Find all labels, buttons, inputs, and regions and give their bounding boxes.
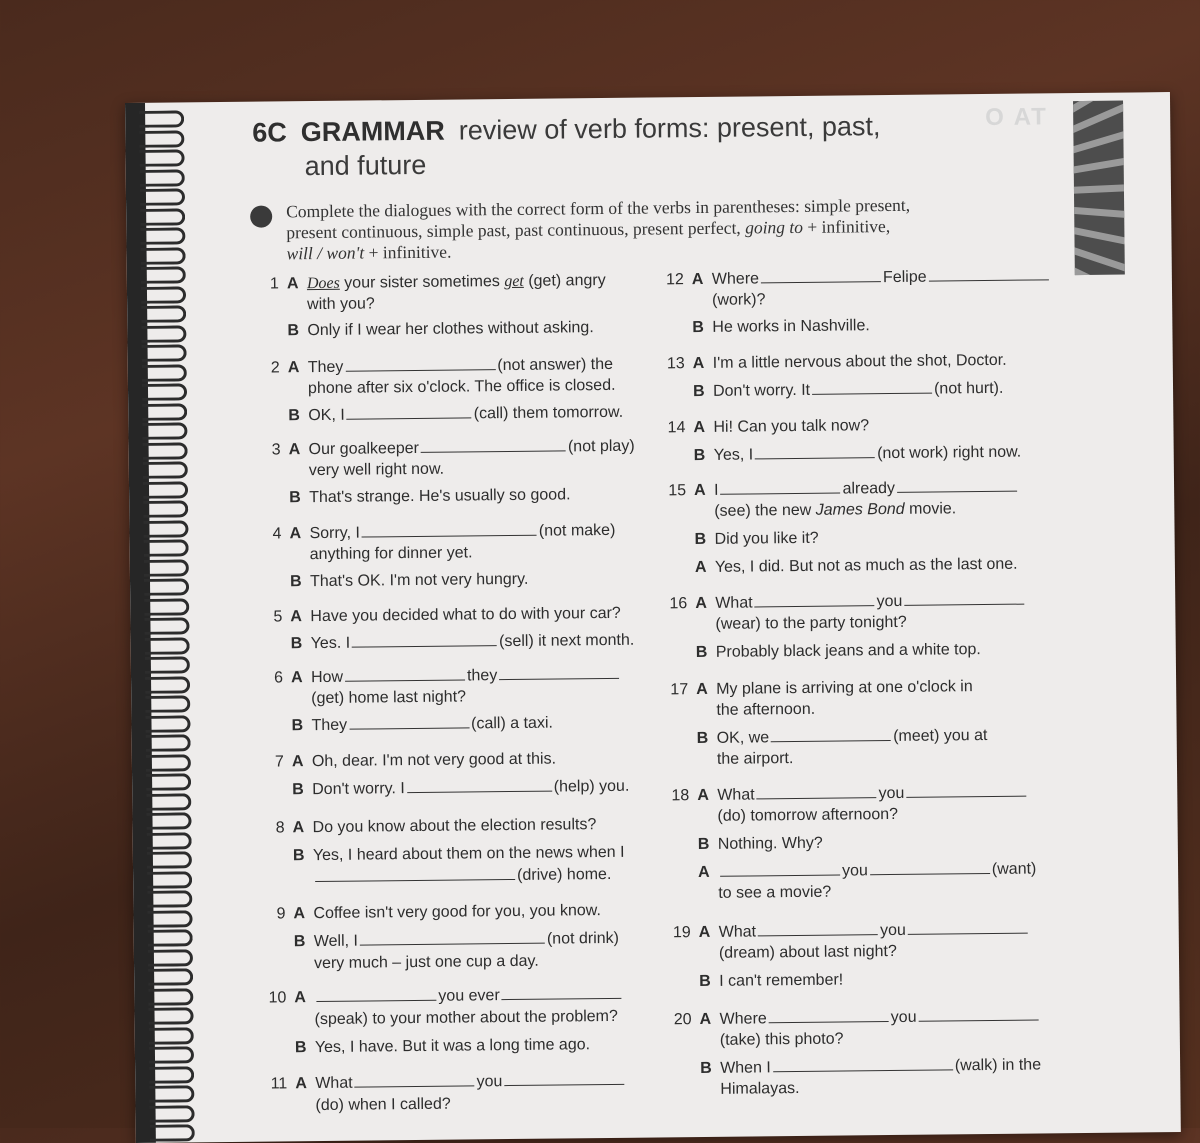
answer-blank[interactable] — [407, 777, 552, 794]
spiral-ring — [140, 188, 185, 205]
title-line-1: review of verb forms: present, past, — [458, 111, 881, 146]
spiral-ring — [143, 442, 188, 459]
answer-blank[interactable] — [349, 713, 469, 729]
answer-blank[interactable] — [757, 783, 877, 799]
spiral-ring — [148, 988, 193, 1005]
spiral-ring — [143, 461, 188, 478]
spiral-ring — [145, 637, 190, 654]
answer-blank[interactable] — [720, 479, 840, 495]
answer-blank[interactable] — [355, 1071, 475, 1087]
instructions-line-1: Complete the dialogues with the correct form of the verbs in parentheses: simple present, — [286, 194, 911, 222]
instructions — [286, 194, 1007, 265]
answer-blank[interactable] — [504, 1070, 624, 1086]
spiral-ring — [146, 734, 191, 751]
answer-blank[interactable] — [499, 664, 619, 680]
answer-blank[interactable] — [771, 726, 891, 742]
sunburst-ray — [1073, 206, 1125, 220]
spiral-ring — [143, 481, 188, 498]
spiral-ring — [141, 325, 186, 342]
spiral-ring — [149, 1066, 194, 1083]
spiral-ring — [142, 364, 187, 381]
answer-blank[interactable] — [870, 859, 990, 875]
spiral-ring — [144, 559, 189, 576]
spiral-ring — [150, 1124, 195, 1141]
page-title — [252, 108, 953, 183]
spiral-ring — [145, 656, 190, 673]
answer-blank[interactable] — [345, 665, 465, 681]
spiral-ring — [141, 305, 186, 322]
spiral-ring — [149, 1046, 194, 1063]
answer-blank[interactable] — [897, 477, 1017, 493]
spiral-ring — [145, 676, 190, 693]
answer-blank[interactable] — [908, 919, 1028, 935]
answer-blank[interactable] — [773, 1055, 953, 1072]
instructions-line-2: present continuous, simple past, past continuous, present perfect, going to + infinitive, — [286, 215, 891, 243]
spiral-ring — [148, 929, 193, 946]
sunburst-graphic — [1073, 101, 1125, 276]
sunburst-ray — [1073, 153, 1125, 175]
spiral-ring — [141, 286, 186, 303]
spiral-ring — [142, 383, 187, 400]
answer-blank[interactable] — [769, 1007, 889, 1023]
spiral-ring — [143, 500, 188, 517]
spiral-ring — [147, 851, 192, 868]
spiral-ring — [141, 247, 186, 264]
answer-blank[interactable] — [345, 355, 495, 372]
spiral-ring — [147, 871, 192, 888]
spiral-ring — [145, 715, 190, 732]
answer-blank[interactable] — [928, 265, 1048, 281]
difficulty-dot-icon — [250, 205, 272, 227]
spiral-ring — [149, 1105, 194, 1122]
spiral-ring — [148, 968, 193, 985]
answer-blank[interactable] — [362, 521, 537, 538]
section-word: GRAMMAR — [300, 115, 445, 148]
answer-blank[interactable] — [755, 591, 875, 607]
instructions-line-3: will / won't + infinitive. — [286, 241, 452, 264]
spiral-ring — [139, 149, 184, 166]
spiral-ring — [146, 812, 191, 829]
spiral-ring — [147, 910, 192, 927]
answer-blank[interactable] — [755, 443, 875, 459]
faded-stamp: O AT — [985, 103, 1048, 131]
spiral-ring — [144, 539, 189, 556]
spiral-ring — [149, 1085, 194, 1102]
spiral-ring — [141, 266, 186, 283]
answer-blank[interactable] — [352, 631, 497, 648]
answer-blank[interactable] — [502, 984, 622, 1000]
spiral-binding — [125, 102, 191, 1143]
spiral-ring — [147, 890, 192, 907]
sunburst-ray — [1073, 183, 1125, 194]
spiral-ring — [146, 754, 191, 771]
spiral-ring — [149, 1027, 194, 1044]
spiral-ring — [144, 578, 189, 595]
answer-blank[interactable] — [360, 929, 545, 946]
spiral-ring — [147, 832, 192, 849]
spiral-ring — [140, 227, 185, 244]
answer-blank[interactable] — [761, 267, 881, 283]
section-code: 6C — [252, 117, 287, 148]
spiral-ring — [146, 773, 191, 790]
spiral-ring — [142, 344, 187, 361]
spiral-ring — [148, 949, 193, 966]
spiral-ring — [142, 403, 187, 420]
spiral-ring — [139, 110, 184, 127]
answer-blank[interactable] — [316, 986, 436, 1002]
spiral-ring — [143, 520, 188, 537]
spiral-ring — [144, 617, 189, 634]
answer-blank[interactable] — [906, 782, 1026, 798]
spiral-ring — [145, 695, 190, 712]
answer-blank[interactable] — [421, 436, 566, 453]
answer-blank[interactable] — [315, 865, 515, 882]
spiral-ring — [148, 1007, 193, 1024]
spiral-ring — [144, 598, 189, 615]
answer-blank[interactable] — [347, 403, 472, 419]
spiral-ring — [146, 793, 191, 810]
spiral-ring — [139, 130, 184, 147]
worksheet-page: 6C GRAMMAR review of verb forms: present, past, and future O AT Complete the dialogues with the correct form of the verbs in parentheses: simple present, present continuous, simple past, past continuous, present perfect, going to + infinitive, will / won't + infinitive. 1 A Does your sister sometimes get (get) angry with you? B Only if I wear her clothes without asking. 2 A They (not answer) the phone after six o'clock. The office is closed. B OK, I (call) them tomorrow. 3 A Our goalkeeper (not play) very well right now. B That's strange. He's usually so good. 4 A Sorry, I (not make) anything for dinner yet. B That's OK. I'm not very hungry. 5 A Have you decided what to do with your car? B Yes. I (sell) it next month. 6 A How they (get) home last night? B They (call) a taxi. 7 A Oh, dear. I'm not very good at this. B Don't worry. I (help) you. 8 A Do you know about the election results? B Yes, I heard about them on the news when I (drive) home. 9 A Coffee isn't very good for you, you know. B Well, I (not drink) very much – just one cup a day. 10 A you ever (speak) to your mother about the problem? B Yes, I have. But it was a long time ago. 11 A What you (do) when I called? 12 A Where Felipe (work)? B He works in Nashville. 13 A I'm a little nervous about the shot, Doctor. B Don't worry. It (not hurt). 14 A Hi! Can you talk now? B Yes, I (not work) right now. 15 A I already (see) the new James Bond movie. B Did you like it? A Yes, I did. But not as much as the last one. 16 A What you (wear) to the party tonight? B Probably black jeans and a white top. 17 A My plane is arriving at one o'clock in the afternoon. B OK, we (meet) you at the airport. 18 A What you (do) tomorrow afternoon? B Nothing. Why? A you (want) to see a movie? 19 A What you (dream) about last night? B I can't remember! 20 A Where you (take) this photo? B When I (walk) in the Himalayas. — [125, 92, 1181, 1143]
answer-blank[interactable] — [812, 379, 932, 395]
answer-blank[interactable] — [904, 590, 1024, 606]
title-line-2: and future — [304, 149, 427, 182]
answer-blank[interactable] — [758, 920, 878, 936]
spiral-ring — [142, 422, 187, 439]
spiral-ring — [140, 169, 185, 186]
sunburst-ray — [1073, 225, 1125, 250]
answer-blank[interactable] — [918, 1005, 1038, 1021]
spiral-ring — [140, 208, 185, 225]
answer-blank[interactable] — [720, 861, 840, 877]
